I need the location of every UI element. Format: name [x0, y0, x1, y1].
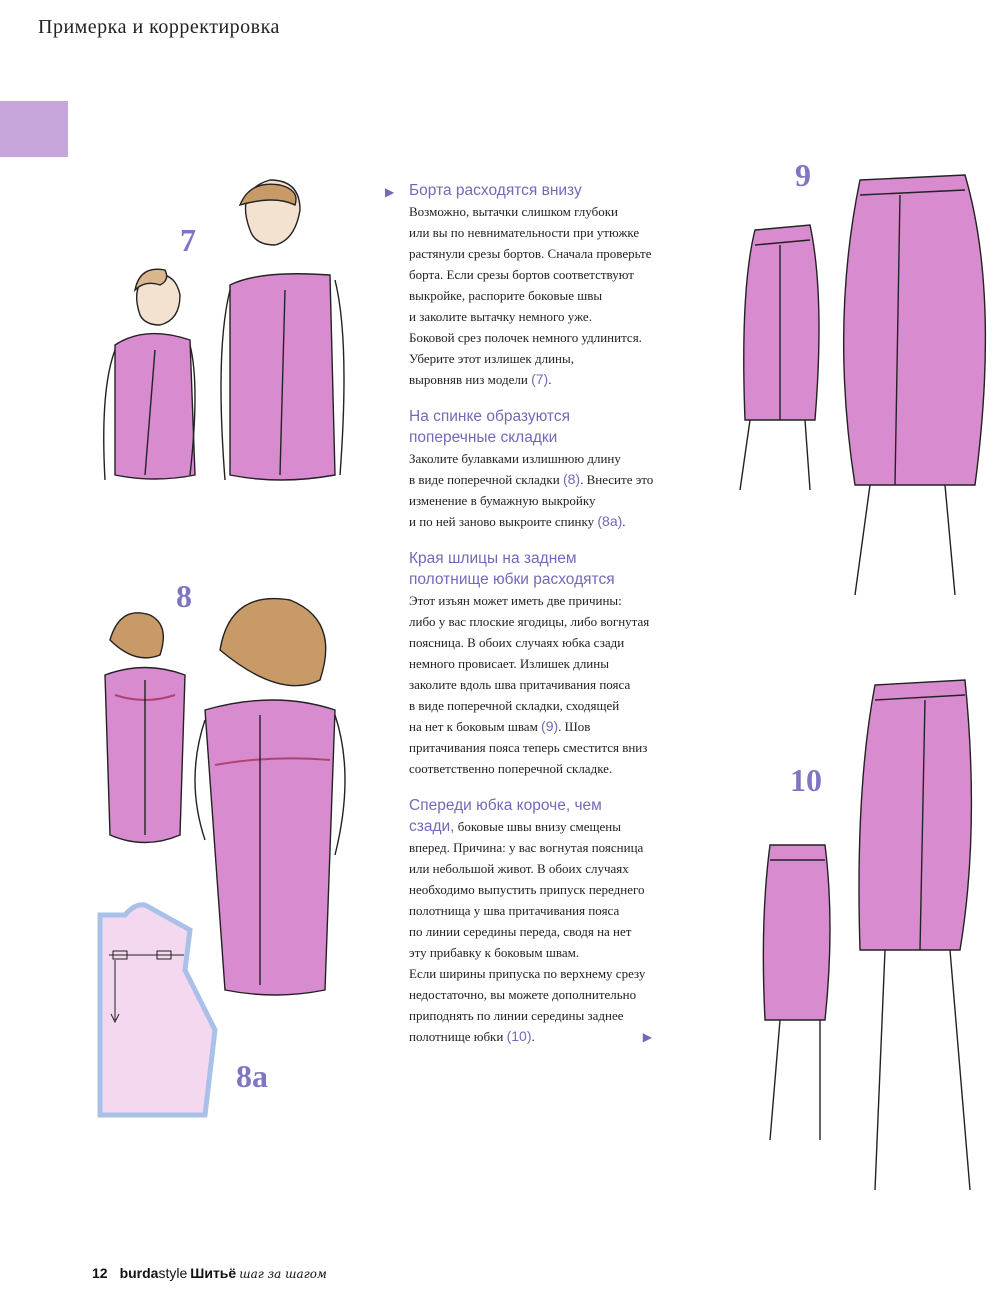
accent-block [0, 101, 68, 157]
figure-number-7: 7 [180, 222, 196, 258]
arrow-right-icon: ▶ [642, 1030, 652, 1044]
figure-ref: (9) [541, 718, 559, 734]
illustration-skirt-front [760, 630, 990, 1200]
figure-ref: (10) [506, 1028, 532, 1044]
section-borta [385, 180, 685, 390]
illustration-vest-front [80, 185, 360, 505]
page-title: Примерка и корректировка [38, 16, 280, 38]
text-column [385, 180, 685, 1064]
figure-ref: (7) [531, 371, 549, 387]
brand-name-suffix: style [158, 1265, 188, 1281]
page-number: 12 [92, 1265, 108, 1281]
illustration-pattern-piece [95, 900, 220, 1120]
figure-ref: (8а) [597, 513, 623, 529]
section-heading: На спинке образуются поперечные складки [409, 408, 570, 446]
arrow-right-icon: ▶ [385, 185, 395, 199]
section-heading: Спереди юбка короче, чем [409, 797, 602, 814]
figure-number-9: 9 [795, 157, 811, 193]
section-body: Возможно, вытачки слишком глубоки или вы по невнимательности при утюжке растянули срезы бортов. Сначала проверьте борта. Если срезы бортов соответствуют выкройке, распорите боковые швы и заколите вытачку немного уже. Боковой срез полочек немного удлинится. Уберите этот излишек длины, выровняв низ модели (7). [409, 204, 652, 387]
illustration-skirt-back [730, 150, 980, 600]
section-heading-end: сзади, [409, 818, 455, 835]
page-footer [92, 1265, 327, 1281]
section-spinka [409, 406, 685, 532]
figure-number-8: 8 [176, 578, 192, 614]
series-subtitle: шаг за шагом [239, 1267, 327, 1281]
section-body: Заколите булавками излишнюю длину в виде поперечной складки (8). Внесите это изменение в бумажную выкройку и по ней заново выкроите спинку (8а). [409, 451, 654, 529]
section-body: Спереди юбка короче, чем сзади, боковые швы внизу смещены вперед. Причина: у вас вогнутая поясница или небольшой живот. В обоих случаях необходимо выпустить припуск переднего полотнища у шва притачивания пояса по линии середины переда, сводя на нет эту прибавку к боковым швам. Если ширины припуска по верхнему срезу недостаточно, вы можете дополнительно приподнять по линии середины заднее полотнище юбки (10). ▶ [409, 797, 652, 1044]
section-shlica [409, 548, 685, 779]
figure-number-8a: 8а [236, 1058, 268, 1094]
section-heading: Края шлицы на заднем полотнище юбки расходятся [409, 550, 615, 588]
section-body: Этот изъян может иметь две причины: либо у вас плоские ягодицы, либо вогнутая поясница. В обоих случаях юбка сзади немного провисает. Излишек длины заколите вдоль шва притачивания пояса в виде поперечной складки, сходящей на нет к боковым швам (9). Шов притачивания пояса теперь сместится вниз соответственно поперечной складке. [409, 593, 650, 776]
section-speredi [409, 795, 685, 1048]
brand-name: burda [119, 1265, 159, 1281]
series-title: Шитьё [190, 1265, 237, 1281]
figure-number-10: 10 [790, 762, 822, 798]
section-heading: Борта расходятся внизу [409, 182, 582, 199]
figure-ref: (8) [562, 471, 581, 487]
